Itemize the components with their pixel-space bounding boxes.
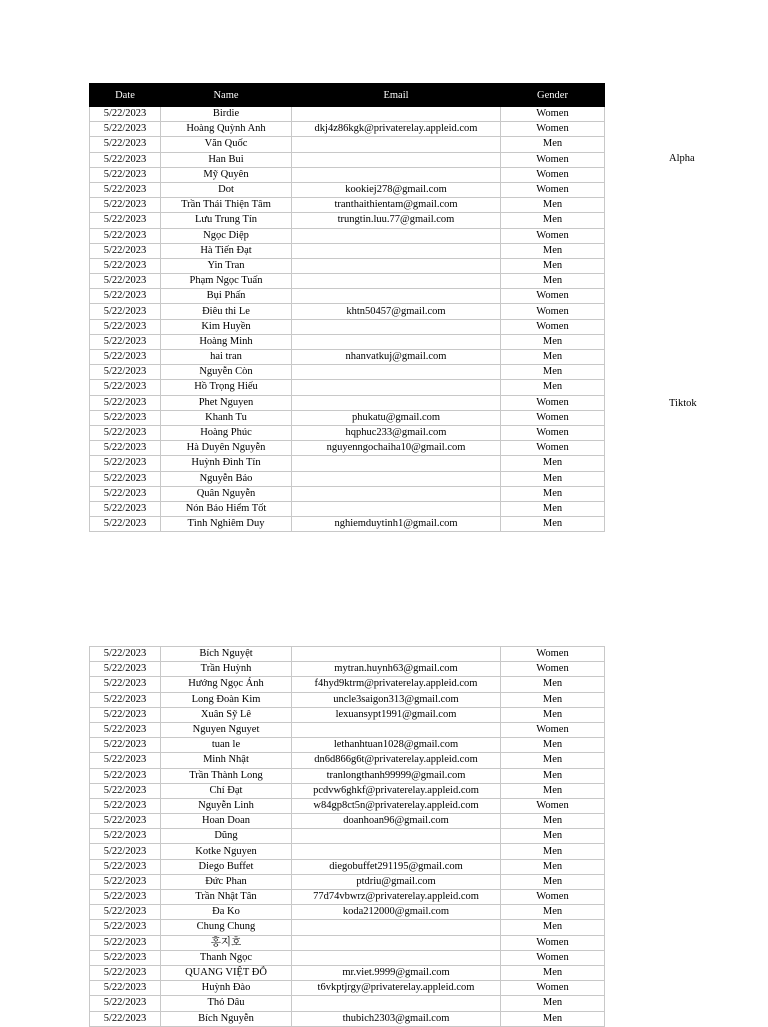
cell-gender: Men: [501, 1011, 605, 1026]
cell-name: Trần Thành Long: [161, 768, 292, 783]
table-row: [90, 167, 605, 182]
cell-email: mr.viet.9999@gmail.com: [292, 965, 501, 980]
cell-email: [292, 289, 501, 304]
cell-date: 5/22/2023: [90, 517, 161, 532]
cell-name: Văn Quốc: [161, 137, 292, 152]
table-row: [90, 753, 605, 768]
cell-date: 5/22/2023: [90, 486, 161, 501]
cell-name: Nguyễn Bảo: [161, 471, 292, 486]
table-row: [90, 441, 605, 456]
table-row: [90, 647, 605, 662]
cell-email: [292, 501, 501, 516]
cell-date: 5/22/2023: [90, 783, 161, 798]
table-row: [90, 486, 605, 501]
cell-gender: Men: [501, 859, 605, 874]
table-row: [90, 677, 605, 692]
cell-gender: Women: [501, 722, 605, 737]
cell-email: [292, 107, 501, 122]
cell-email: [292, 722, 501, 737]
cell-name: Hoàng Minh: [161, 334, 292, 349]
cell-date: 5/22/2023: [90, 319, 161, 334]
table-row: [90, 905, 605, 920]
cell-date: 5/22/2023: [90, 137, 161, 152]
cell-date: 5/22/2023: [90, 738, 161, 753]
cell-gender: Women: [501, 662, 605, 677]
cell-email: [292, 334, 501, 349]
cell-gender: Men: [501, 677, 605, 692]
cell-gender: Women: [501, 289, 605, 304]
cell-date: 5/22/2023: [90, 365, 161, 380]
cell-date: 5/22/2023: [90, 350, 161, 365]
cell-date: 5/22/2023: [90, 829, 161, 844]
cell-date: 5/22/2023: [90, 677, 161, 692]
cell-name: Xuân Sỹ Lê: [161, 707, 292, 722]
cell-date: 5/22/2023: [90, 441, 161, 456]
cell-name: Hà Tiến Đạt: [161, 243, 292, 258]
cell-gender: Men: [501, 501, 605, 516]
cell-gender: Men: [501, 486, 605, 501]
table-row: [90, 410, 605, 425]
cell-gender: Men: [501, 137, 605, 152]
table-row: [90, 122, 605, 137]
cell-date: 5/22/2023: [90, 274, 161, 289]
cell-gender: Women: [501, 122, 605, 137]
cell-name: Nguyen Nguyet: [161, 722, 292, 737]
cell-gender: Men: [501, 456, 605, 471]
cell-gender: Men: [501, 517, 605, 532]
cell-name: Hoàng Quỳnh Anh: [161, 122, 292, 137]
table-row: [90, 662, 605, 677]
cell-gender: Men: [501, 471, 605, 486]
cell-date: 5/22/2023: [90, 950, 161, 965]
table-row: [90, 350, 605, 365]
cell-email: [292, 844, 501, 859]
cell-name: Han Bui: [161, 152, 292, 167]
cell-name: Trần Huỳnh: [161, 662, 292, 677]
cell-gender: Men: [501, 707, 605, 722]
cell-gender: Women: [501, 890, 605, 905]
cell-date: 5/22/2023: [90, 198, 161, 213]
table-row: [90, 107, 605, 122]
signup-table-2: [89, 646, 605, 1027]
table-row: [90, 319, 605, 334]
cell-email: ptdriu@gmail.com: [292, 874, 501, 889]
cell-date: 5/22/2023: [90, 122, 161, 137]
table-row: [90, 213, 605, 228]
cell-name: Tình Nghiêm Duy: [161, 517, 292, 532]
cell-name: Long Đoàn Kim: [161, 692, 292, 707]
header-name: Name: [161, 84, 292, 107]
cell-email: [292, 167, 501, 182]
table-row: [90, 425, 605, 440]
cell-date: 5/22/2023: [90, 753, 161, 768]
cell-gender: Women: [501, 647, 605, 662]
cell-name: Hướng Ngọc Ánh: [161, 677, 292, 692]
table-row: [90, 289, 605, 304]
table-row: [90, 783, 605, 798]
cell-email: [292, 380, 501, 395]
cell-email: nguyenngochaiha10@gmail.com: [292, 441, 501, 456]
cell-gender: Men: [501, 783, 605, 798]
cell-date: 5/22/2023: [90, 334, 161, 349]
table-row: [90, 692, 605, 707]
cell-gender: Men: [501, 738, 605, 753]
cell-name: Đa Ko: [161, 905, 292, 920]
cell-name: Đức Phan: [161, 874, 292, 889]
cell-gender: Men: [501, 844, 605, 859]
cell-email: trungtin.luu.77@gmail.com: [292, 213, 501, 228]
cell-name: Trần Nhật Tân: [161, 890, 292, 905]
cell-gender: Women: [501, 441, 605, 456]
cell-gender: Women: [501, 410, 605, 425]
cell-gender: Men: [501, 753, 605, 768]
table-row: [90, 874, 605, 889]
cell-gender: Men: [501, 965, 605, 980]
cell-name: Hoan Doan: [161, 814, 292, 829]
cell-email: [292, 647, 501, 662]
cell-date: 5/22/2023: [90, 167, 161, 182]
cell-gender: Women: [501, 167, 605, 182]
cell-email: phukatu@gmail.com: [292, 410, 501, 425]
cell-date: 5/22/2023: [90, 965, 161, 980]
table-row: [90, 829, 605, 844]
table-row: [90, 738, 605, 753]
table-row: [90, 965, 605, 980]
table-row: [90, 996, 605, 1011]
table-row: [90, 517, 605, 532]
cell-date: 5/22/2023: [90, 814, 161, 829]
table-body-1: [90, 107, 605, 532]
cell-date: 5/22/2023: [90, 692, 161, 707]
table-header-row: [90, 84, 605, 107]
cell-gender: Men: [501, 996, 605, 1011]
table-row: [90, 304, 605, 319]
cell-name: Dot: [161, 182, 292, 197]
cell-email: [292, 950, 501, 965]
cell-date: 5/22/2023: [90, 258, 161, 273]
cell-email: t6vkptjrgy@privaterelay.appleid.com: [292, 981, 501, 996]
table-row: [90, 198, 605, 213]
cell-email: uncle3saigon313@gmail.com: [292, 692, 501, 707]
cell-gender: Women: [501, 981, 605, 996]
cell-gender: Men: [501, 198, 605, 213]
cell-date: 5/22/2023: [90, 844, 161, 859]
cell-date: 5/22/2023: [90, 859, 161, 874]
table-row: [90, 501, 605, 516]
cell-email: [292, 274, 501, 289]
cell-gender: Women: [501, 152, 605, 167]
cell-gender: Women: [501, 935, 605, 950]
cell-email: mytran.huynh63@gmail.com: [292, 662, 501, 677]
table-row: [90, 334, 605, 349]
cell-email: lexuansypt1991@gmail.com: [292, 707, 501, 722]
cell-date: 5/22/2023: [90, 471, 161, 486]
cell-name: Nón Bảo Hiểm Tốt: [161, 501, 292, 516]
cell-name: Minh Nhật: [161, 753, 292, 768]
cell-email: [292, 935, 501, 950]
cell-email: khtn50457@gmail.com: [292, 304, 501, 319]
cell-gender: Men: [501, 920, 605, 935]
cell-email: w84gp8ct5n@privaterelay.appleid.com: [292, 798, 501, 813]
table-row: [90, 981, 605, 996]
cell-date: 5/22/2023: [90, 182, 161, 197]
table-row: [90, 395, 605, 410]
cell-email: [292, 395, 501, 410]
table-row: [90, 859, 605, 874]
cell-date: 5/22/2023: [90, 798, 161, 813]
header-gender: Gender: [501, 84, 605, 107]
cell-name: Hà Duyên Nguyễn: [161, 441, 292, 456]
cell-name: Kim Huyền: [161, 319, 292, 334]
cell-name: Dũng: [161, 829, 292, 844]
cell-date: 5/22/2023: [90, 289, 161, 304]
cell-name: Yin Tran: [161, 258, 292, 273]
table-row: [90, 935, 605, 950]
cell-gender: Men: [501, 905, 605, 920]
table-row: [90, 722, 605, 737]
cell-date: 5/22/2023: [90, 1011, 161, 1026]
cell-gender: Men: [501, 243, 605, 258]
side-note-alpha: Alpha: [669, 153, 695, 164]
cell-date: 5/22/2023: [90, 395, 161, 410]
table-body-2: [90, 647, 605, 1027]
table-row: [90, 471, 605, 486]
cell-date: 5/22/2023: [90, 304, 161, 319]
cell-gender: Men: [501, 380, 605, 395]
cell-name: Trần Thái Thiện Tâm: [161, 198, 292, 213]
cell-date: 5/22/2023: [90, 213, 161, 228]
cell-name: 홍지호: [161, 935, 292, 950]
cell-name: Quân Nguyễn: [161, 486, 292, 501]
cell-email: kookiej278@gmail.com: [292, 182, 501, 197]
cell-gender: Men: [501, 334, 605, 349]
cell-name: Chung Chung: [161, 920, 292, 935]
cell-email: tranlongthanh99999@gmail.com: [292, 768, 501, 783]
cell-email: dkj4z86kgk@privaterelay.appleid.com: [292, 122, 501, 137]
cell-name: Khanh Tu: [161, 410, 292, 425]
cell-name: hai tran: [161, 350, 292, 365]
cell-gender: Men: [501, 768, 605, 783]
table-row: [90, 844, 605, 859]
header-email: Email: [292, 84, 501, 107]
cell-gender: Women: [501, 950, 605, 965]
cell-gender: Women: [501, 304, 605, 319]
cell-name: Điêu thi Le: [161, 304, 292, 319]
cell-date: 5/22/2023: [90, 501, 161, 516]
cell-name: Birdie: [161, 107, 292, 122]
cell-date: 5/22/2023: [90, 152, 161, 167]
cell-name: Phạm Ngọc Tuấn: [161, 274, 292, 289]
table-row: [90, 890, 605, 905]
cell-name: Thỏ Dâu: [161, 996, 292, 1011]
cell-date: 5/22/2023: [90, 935, 161, 950]
cell-date: 5/22/2023: [90, 380, 161, 395]
cell-date: 5/22/2023: [90, 707, 161, 722]
header-date: Date: [90, 84, 161, 107]
cell-gender: Women: [501, 107, 605, 122]
cell-date: 5/22/2023: [90, 996, 161, 1011]
cell-date: 5/22/2023: [90, 905, 161, 920]
cell-date: 5/22/2023: [90, 647, 161, 662]
cell-email: [292, 243, 501, 258]
cell-name: Bụi Phấn: [161, 289, 292, 304]
cell-date: 5/22/2023: [90, 722, 161, 737]
cell-name: Hồ Trọng Hiếu: [161, 380, 292, 395]
cell-gender: Men: [501, 814, 605, 829]
cell-email: [292, 365, 501, 380]
cell-date: 5/22/2023: [90, 425, 161, 440]
cell-date: 5/22/2023: [90, 107, 161, 122]
cell-email: tranthaithientam@gmail.com: [292, 198, 501, 213]
cell-date: 5/22/2023: [90, 768, 161, 783]
table-row: [90, 768, 605, 783]
cell-email: [292, 920, 501, 935]
side-note-tiktok: Tiktok: [669, 398, 697, 409]
cell-name: Huỳnh Đào: [161, 981, 292, 996]
cell-email: [292, 471, 501, 486]
table-row: [90, 380, 605, 395]
cell-gender: Men: [501, 874, 605, 889]
cell-name: Phet Nguyen: [161, 395, 292, 410]
cell-date: 5/22/2023: [90, 981, 161, 996]
cell-email: thubich2303@gmail.com: [292, 1011, 501, 1026]
table-row: [90, 182, 605, 197]
cell-email: [292, 486, 501, 501]
cell-name: Kotke Nguyen: [161, 844, 292, 859]
table-row: [90, 258, 605, 273]
cell-date: 5/22/2023: [90, 410, 161, 425]
cell-email: nhanvatkuj@gmail.com: [292, 350, 501, 365]
cell-name: Hoàng Phúc: [161, 425, 292, 440]
cell-date: 5/22/2023: [90, 662, 161, 677]
cell-name: Nguyễn Linh: [161, 798, 292, 813]
cell-date: 5/22/2023: [90, 920, 161, 935]
cell-name: Nguyễn Còn: [161, 365, 292, 380]
cell-date: 5/22/2023: [90, 228, 161, 243]
cell-email: [292, 258, 501, 273]
cell-gender: Men: [501, 350, 605, 365]
cell-email: [292, 228, 501, 243]
cell-date: 5/22/2023: [90, 874, 161, 889]
cell-email: [292, 319, 501, 334]
cell-name: Thanh Ngọc: [161, 950, 292, 965]
cell-name: Diego Buffet: [161, 859, 292, 874]
table-row: [90, 152, 605, 167]
cell-email: lethanhtuan1028@gmail.com: [292, 738, 501, 753]
cell-email: [292, 996, 501, 1011]
table-row: [90, 920, 605, 935]
cell-email: f4hyd9ktrm@privaterelay.appleid.com: [292, 677, 501, 692]
table-row: [90, 365, 605, 380]
cell-gender: Men: [501, 258, 605, 273]
cell-gender: Women: [501, 395, 605, 410]
cell-name: Chí Đạt: [161, 783, 292, 798]
cell-gender: Men: [501, 829, 605, 844]
cell-gender: Women: [501, 319, 605, 334]
table-row: [90, 814, 605, 829]
table-row: [90, 950, 605, 965]
cell-email: [292, 152, 501, 167]
cell-email: pcdvw6ghkf@privaterelay.appleid.com: [292, 783, 501, 798]
cell-gender: Men: [501, 692, 605, 707]
cell-gender: Men: [501, 213, 605, 228]
cell-email: 77d74vbwrz@privaterelay.appleid.com: [292, 890, 501, 905]
cell-gender: Women: [501, 425, 605, 440]
cell-gender: Women: [501, 798, 605, 813]
cell-gender: Women: [501, 182, 605, 197]
table-row: [90, 228, 605, 243]
cell-email: koda212000@gmail.com: [292, 905, 501, 920]
table-row: [90, 798, 605, 813]
table-row: [90, 137, 605, 152]
cell-gender: Women: [501, 228, 605, 243]
cell-email: nghiemduytinh1@gmail.com: [292, 517, 501, 532]
table-row: [90, 456, 605, 471]
cell-email: dn6d866g6t@privaterelay.appleid.com: [292, 753, 501, 768]
cell-name: Bích Nguyệt: [161, 647, 292, 662]
cell-name: Mỹ Quyên: [161, 167, 292, 182]
cell-name: QUANG VIỆT ĐỖ: [161, 965, 292, 980]
table-row: [90, 243, 605, 258]
cell-name: Ngọc Diệp: [161, 228, 292, 243]
cell-email: [292, 137, 501, 152]
cell-name: Bích Nguyễn: [161, 1011, 292, 1026]
cell-name: tuan le: [161, 738, 292, 753]
cell-email: [292, 829, 501, 844]
cell-gender: Men: [501, 274, 605, 289]
cell-name: Lưu Trung Tín: [161, 213, 292, 228]
cell-date: 5/22/2023: [90, 243, 161, 258]
cell-email: doanhoan96@gmail.com: [292, 814, 501, 829]
cell-email: [292, 456, 501, 471]
table-row: [90, 274, 605, 289]
cell-email: hqphuc233@gmail.com: [292, 425, 501, 440]
signup-table-1: [89, 83, 605, 532]
cell-name: Huỳnh Đình Tín: [161, 456, 292, 471]
cell-date: 5/22/2023: [90, 890, 161, 905]
cell-email: diegobuffet291195@gmail.com: [292, 859, 501, 874]
cell-gender: Men: [501, 365, 605, 380]
table-row: [90, 707, 605, 722]
cell-date: 5/22/2023: [90, 456, 161, 471]
